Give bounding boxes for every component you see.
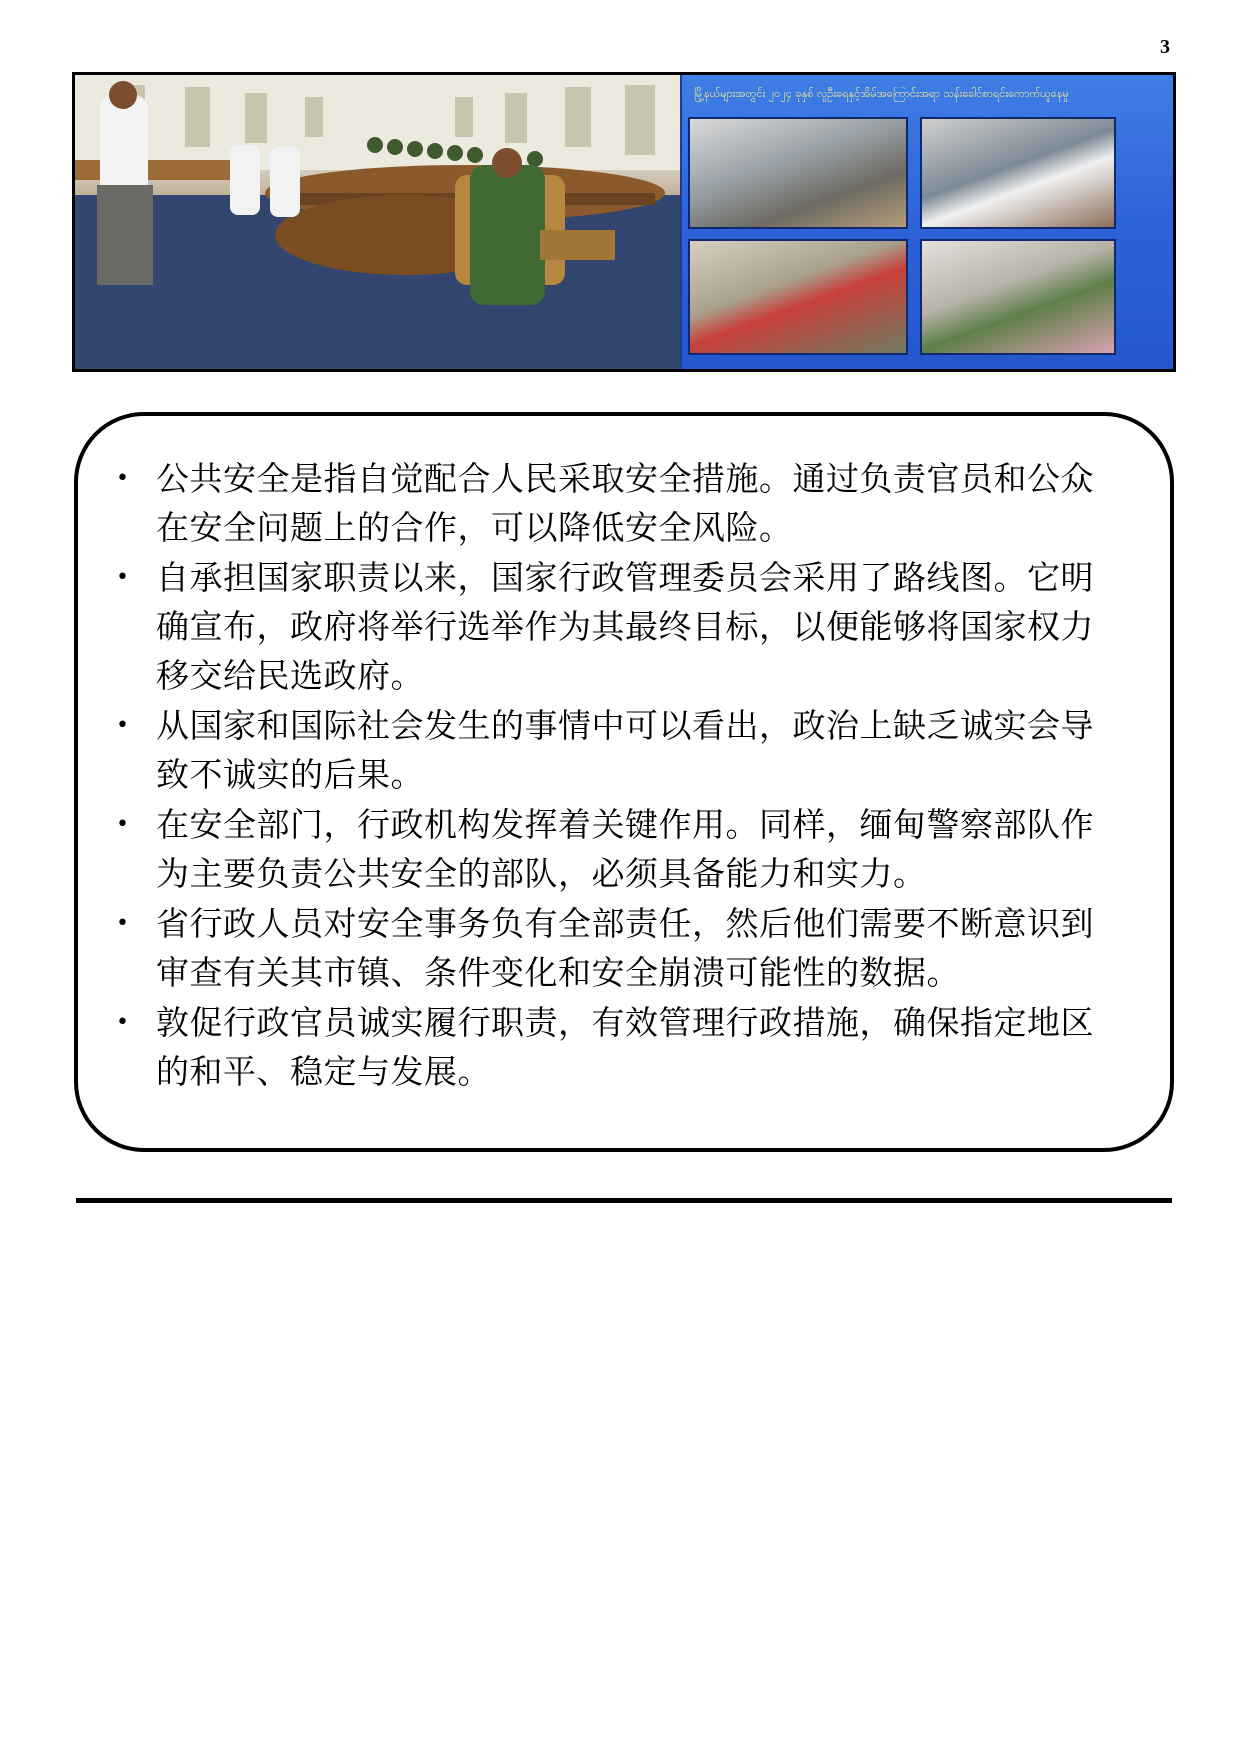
census-slide-photo: [680, 75, 1173, 369]
horizontal-divider: [76, 1198, 1172, 1203]
bullet-icon: •: [116, 565, 130, 590]
bullet-text: 公共安全是指自觉配合人民采取安全措施。通过负责官员和公众在安全问题上的合作，可以降低安全风险。: [156, 459, 1094, 547]
bullet-text: 在安全部门，行政机构发挥着关键作用。同样，缅甸警察部队作为主要负责公共安全的部队，必须具备能力和实力。: [156, 805, 1094, 893]
bullet-icon: •: [116, 911, 130, 936]
page-number: 3: [1160, 36, 1170, 58]
list-item: [116, 553, 1126, 700]
bullet-text: 省行政人员对安全事务负有全部责任，然后他们需要不断意识到审查有关其市镇、条件变化和安全崩溃可能性的数据。: [156, 904, 1094, 992]
bullet-icon: •: [116, 812, 130, 837]
census-thumb-3: [688, 239, 908, 355]
bullet-icon: •: [116, 1010, 130, 1035]
census-thumb-2: [920, 117, 1116, 229]
bullet-text: 从国家和国际社会发生的事情中可以看出，政治上缺乏诚实会导致不诚实的后果。: [156, 706, 1094, 794]
list-item: [116, 454, 1126, 552]
meeting-photo-illustration: [75, 75, 680, 369]
bullet-icon: •: [116, 713, 130, 738]
bullet-text: 自承担国家职责以来，国家行政管理委员会采用了路线图。它明确宣布，政府将举行选举作为其最终目标，以便能够将国家权力移交给民选政府。: [156, 558, 1094, 695]
bullet-icon: •: [116, 466, 130, 491]
content-box: [74, 412, 1174, 1152]
slide-caption: မြို့နယ်များအတွင်း ၂၀၂၄ ခုနှစ် လူဦးရေနှင့်အိမ်အကြောင်းအရာ သန်းခေါင်စာရင်းကောက်ယူနေမှု: [694, 87, 1069, 100]
photo-strip: [72, 72, 1176, 372]
list-item: [116, 998, 1126, 1096]
bullet-text: 敦促行政官员诚实履行职责，有效管理行政措施，确保指定地区的和平、稳定与发展。: [156, 1003, 1094, 1091]
bullet-list: [78, 416, 1170, 1096]
census-thumb-1: [688, 117, 908, 229]
list-item: [116, 701, 1126, 799]
list-item: [116, 800, 1126, 898]
meeting-photo: [75, 75, 680, 369]
list-item: [116, 899, 1126, 997]
census-thumb-4: [920, 239, 1116, 355]
